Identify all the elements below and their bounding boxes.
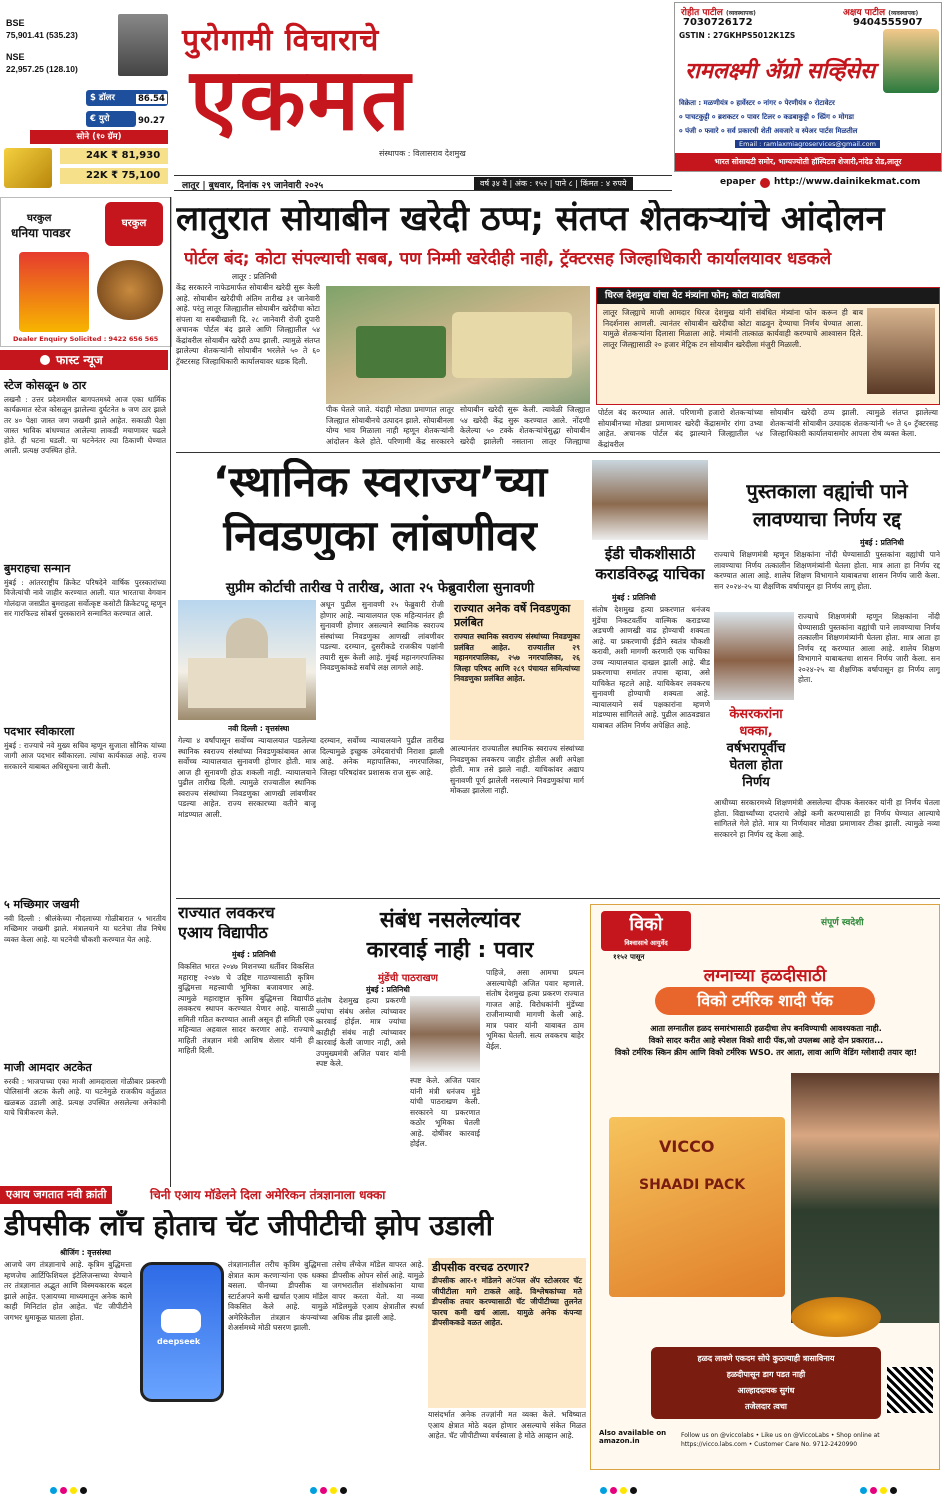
- pawar-col3: पाहिजे, असा आमचा प्रयत्न असल्याचेही अजित पवार म्हणाले. संतोष देशमुख हत्या प्रकरण राज्यात गाजत आहे. विरोधकांनी मुंडेंच्या राजीनाम्याची मागणी केली आहे. मात्र पवार यांनी याबाबत ठाम भूमिका घेतली. सत्य लवकरच बाहेर येईल.: [486, 968, 584, 1051]
- kesarkar-photo: [714, 612, 794, 700]
- issue-info: वर्ष ३४ वे | अंक : १५२ | पाने ८ | किंमत : ४ रुपये: [474, 177, 633, 190]
- fast-news-title: स्टेज कोसळून ७ ठार: [4, 379, 87, 392]
- books-side-title: [714, 706, 798, 791]
- deepseek-col3: तसेच लँग्वेज मॉडेल वापरत आहे. डीपसीक ओपन सोर्स आहे. यामुळे जगभरातील संशोधकांना याचा वापर करता येतो. या नव्या मॉडेलमुळे एआय क्षेत्रातील स्पर्धा अधिक तीव्र झाली आहे.: [332, 1260, 424, 1322]
- ad-gst: GSTIN : 27GKHPS5012K1ZS: [679, 31, 796, 40]
- reg-dot: [610, 1487, 617, 1494]
- stock-exchange-image: [118, 14, 168, 76]
- gold-22k: 22K ₹ 75,100: [60, 168, 168, 184]
- deepseek-kicker: [0, 1186, 588, 1204]
- deepseek-col1: आजचे जग तंत्रज्ञानाचे आहे. कृत्रिम बुद्धिमत्ता म्हणजेच आर्टिफिशियल इंटेलिजन्सच्या येण्याने तर तंत्रज्ञानात अद्भुत आणि विस्मयकारक बदल झाले आहेत. एआयच्या माध्यमातून अनेक कामे काही मिनिटांत होत आहेत. चॅट जीपीटीने जगभर धुमाकूळ घातला होता.: [4, 1260, 132, 1322]
- reg-dot: [860, 1487, 867, 1494]
- reg-dot: [70, 1487, 77, 1494]
- books-body: राज्याचे शिक्षणमंत्री म्हणून शिक्षकांना नोंदी घेण्यासाठी पुस्तकांना वह्यांची पाने लावण्याचा निर्णय तत्कालीन शिक्षणमंत्र्यांनी घेतला होता. मात्र आता हा निर्णय रद्द करण्यात आला आहे. शालेय शिक्षण विभागाने याबाबतचा शासन निर्णय जारी केला. सन २०२४-२५ या शैक्षणिक वर्षापासून हा निर्णय लागू होता.: [714, 550, 940, 591]
- bullet-icon: [40, 355, 50, 365]
- books-side-line: केसरकरांना: [729, 707, 783, 722]
- ad-line1: विक्रेता : मळणीयंत्र ० हार्वेस्टर ० नांगर ० पेरणीयंत्र ० रोटावेटर: [679, 99, 835, 107]
- dollar-label: डॉलर: [98, 93, 115, 103]
- ai-univ-headline-1: राज्यात लवकरच: [178, 904, 275, 922]
- ed-body: संतोष देशमुख हत्या प्रकरणात धनंजय मुंडेंचा निकटवर्तीय वाल्मिक कराडच्या अडचणी आणखी वाढ होण्याची शक्यता आहे. या प्रकरणाची ईडीने स्वतंत्र चौकशी करावी, अशी मागणी करणारी एक याचिका उच्च न्यायालयात दाखल झाली आहे. बीड प्रकरणाचा समांतर तपास व्हावा, असे याचिकेत म्हटले आहे. याचिकेवर लवकरच सुनावणी होण्याची शक्यता आहे. न्यायालयाने सर्व पक्षकारांना म्हणणे मांडण्यास सांगितले आहे. पुढील आठवड्यात याबाबत अंतिम निर्णय अपेक्षित आहे.: [592, 605, 710, 730]
- books-side-line: वर्षभरापूर्वीच: [726, 741, 786, 756]
- nse-label: NSE: [6, 52, 25, 62]
- ed-headline-1: ईडी चौकशीसाठी: [604, 546, 696, 563]
- reg-dot: [330, 1487, 337, 1494]
- ai-univ-headline-2: एआय विद्यापीठ: [178, 924, 268, 942]
- euro-label: युरो: [98, 114, 110, 124]
- reg-dot: [870, 1487, 877, 1494]
- fast-news-body: रुरकी : भाजपाच्या एका माजी आमदाराला गोळीबार प्रकरणी पोलिसांनी अटक केली आहे. या घटनेमुळे राजकीय वर्तुळात खळबळ उडाली आहे. प्रत्यक्ष उपस्थित असलेल्या अनेकांनी याचे चित्रीकरण केले.: [4, 1077, 166, 1117]
- fast-news-item: [4, 1060, 166, 1177]
- polls-caption: नवी दिल्ली : वृत्तसंस्था: [228, 724, 290, 733]
- vicco-title: लग्नाच्या हळदीसाठी: [703, 966, 827, 986]
- side-ad-title1: घरकुल: [27, 213, 52, 224]
- masthead-title: एकमत: [190, 50, 413, 150]
- fast-news-item: [4, 897, 166, 1054]
- court-dome: [226, 618, 268, 660]
- pawar-col1: संतोष देशमुख हत्या प्रकरणी ज्यांचा संबंध असेल त्यांच्यावर कारवाई होईल. मात्र ज्यांचा काहीही संबंध नाही त्यांच्यावर कारवाई केली जाणार नाही, असे उपमुख्यमंत्री अजित पवार यांनी स्पष्ट केले.: [316, 996, 406, 1068]
- vicco-bullets: [651, 1347, 881, 1419]
- books-side-line: धक्का,: [739, 724, 773, 739]
- vicco-bullet: तजेलदार त्वचा: [744, 1402, 788, 1411]
- reg-dot: [890, 1487, 897, 1494]
- euro-value: 90.27: [138, 116, 165, 126]
- pawar-photo: [410, 996, 480, 1072]
- masthead-pretitle: पुरोगामी विचाराचे: [182, 23, 380, 58]
- deepseek-app-icon: [161, 1309, 201, 1333]
- vicco-brand: विको: [629, 914, 663, 935]
- reg-dot: [880, 1487, 887, 1494]
- deepseek-kicker-left: एआय जगतात नवी क्रांती: [0, 1186, 112, 1204]
- food-image: [97, 260, 163, 320]
- polls-subhead: सुप्रीम कोर्टाची तारीख पे तारीख, आता २५ फेब्रुवारीला सुनावणी: [225, 580, 535, 596]
- court-building: [188, 658, 306, 708]
- pawar-headline-1: संबंध नसलेल्यांवर: [379, 908, 521, 933]
- books-byline: मुंबई : प्रतिनिधी: [860, 538, 904, 547]
- gold-bars-image: [4, 148, 52, 188]
- lead-headline: लातुरात सोयाबीन खरेदी ठप्प; संतप्त शेतकऱ्यांचे आंदोलन: [176, 200, 885, 239]
- ed-headline-2: कराडविरुद्ध याचिका: [595, 566, 705, 583]
- ed-byline: मुंबई : प्रतिनिधी: [612, 593, 656, 602]
- reg-dot: [340, 1487, 347, 1494]
- vicco-brand-sub: विश्वासाचे आयुर्वेद: [624, 939, 668, 947]
- polls-col4: आल्यानंतर राज्यातील स्थानिक स्वराज्य संस्थांच्या निवडणुका लवकरच जाहीर होतील अशी अपेक्षा होती. मात्र तसे झाले नाही. याचिकांवर अद्याप सुनावणी पूर्ण झालेली नसल्याने निवडणुकांचा मार्ग मोकळा झालेला नाही.: [450, 744, 584, 795]
- pawar-headline-2: कारवाई नाही : पवार: [366, 938, 534, 963]
- epaper-label: epaper: [720, 177, 756, 187]
- ad-phone1: 7030726172: [683, 17, 753, 28]
- deepseek-box-body: डीपसीक आर-१ मॉडेलने अॅपल अ‍ॅप स्टोअरवर चॅट जीपीटीला मागे टाकले आहे. विश्लेषकांच्या मते डीपसीक तयार करण्यासाठी चॅट जीपीटीच्या तुलनेत फारच कमी खर्च आला. यामुळे अनेक कंपन्या डीपसीककडे वळत आहेत.: [432, 1276, 582, 1327]
- reg-dot: [600, 1487, 607, 1494]
- lead-col2: पीक घेतले जाते. यंदाही मोठ्या प्रमाणात लातूर जिल्ह्यात सोयाबीनचे उत्पादन झाले. सोयाबीनला योग्य भाव मिळाला नाही म्हणून शेतकऱ्यांनी आंदोलन केले होते. परिणामी केंद्र सरकारने: [326, 405, 454, 445]
- vicco-product-box: [609, 1117, 785, 1297]
- vicco-line3: विको टर्मरिक स्किन क्रीम आणि विको टर्मरिक WSO. तर आता, लावा आणि वेडिंग ग्लोशादी तयार व्हा!: [614, 1048, 918, 1057]
- turmeric-bowl: [791, 1297, 881, 1337]
- vicco-logo: [601, 911, 691, 951]
- polls-box-body: राज्यात स्थानिक स्वराज्य संस्थांच्या निवडणुका प्रलंबित आहेत. राज्यातील २९ महानगरपालिका, २५७ नगरपालिका, २६ जिल्हा परिषद आणि २८९ पंचायत समित्यांच्या निवडणुका प्रलंबित आहेत.: [454, 632, 580, 683]
- gold-label: सोने (१० ग्रॅम): [30, 130, 168, 144]
- fast-news-header: फास्ट न्यूज: [0, 350, 168, 370]
- bse-label: BSE: [6, 18, 25, 28]
- epaper-bar: [678, 175, 940, 191]
- fast-news-body: लखनौ : उत्तर प्रदेशमधील बागपतमध्ये आज एका धार्मिक कार्यक्रमात स्टेज कोसळून झालेल्या दुर्घटनेत ७ जण ठार झाले तर ४० पेक्षा जास्त जण जखमी झाले आहेत. सकाळी पेक्षा जास्त भाविक बांधण्यात आलेल्या लाकडी मचाणावर चढले होते. ही घटना घडली. या घटनेनंतर त्या ठिकाणी घेण्यात आली. प्रत्यक्ष उपस्थित होते.: [4, 395, 166, 456]
- vicco-box-text: SHAADI PACK: [639, 1177, 746, 1193]
- polls-headline-1: ‘स्थानिक स्वराज्य’च्या: [212, 458, 548, 506]
- fast-news-body: मुंबई : आंतरराष्ट्रीय क्रिकेट परिषदेने वार्षिक पुरस्कारांच्या विजेत्यांची नावे जाहीर करण्यात आली. यात भारताचा वेगवान गोलंदाज जसप्रीत बुमराहला सर्वोत्कृष्ट कसोटी क्रिकेटपटू म्हणून सर गारफिल्ड सोबर्स पुरस्काराने सन्मानित करण्यात आले.: [4, 578, 166, 618]
- fast-news-title: बुमराहचा सन्मान: [4, 562, 71, 575]
- deepseek-kicker-right: चिनी एआय मॉडेलने दिला अमेरिकन तंत्रज्ञानाला धक्का: [150, 1188, 386, 1202]
- pawar-col2: स्पष्ट केले. अजित पवार यांनी मंत्री धनंजय मुंडे यांची पाठराखण केली. सरकारने या प्रकरणात कठोर भूमिका घेतली आहे. दोषींवर कारवाई होईल.: [410, 1076, 480, 1148]
- vicco-line2: विको सादर करीत आहे स्पेशल विको शादी पॅक,जो उपलब्ध आहे दोन प्रकारात...: [648, 1036, 884, 1045]
- reg-dot: [60, 1487, 67, 1494]
- deepseek-app-label: deepseek: [157, 1337, 201, 1346]
- reg-dot: [310, 1487, 317, 1494]
- polls-headline-2: निवडणुका लांबणीवर: [223, 512, 537, 560]
- bse-value: 75,901.41 (535.23): [6, 30, 78, 40]
- ad-name2: अक्षय पाटील (व्यवस्थापक): [843, 8, 919, 18]
- euro-row: [86, 111, 136, 127]
- deepseek-box-title: डीपसीक वरचढ ठरणार?: [432, 1261, 530, 1274]
- side-ad-brand: घरकुल: [121, 218, 147, 229]
- fast-news-title: पदभार स्वीकारला: [4, 725, 75, 738]
- deepseek-col2: तंत्रज्ञानातील तरीच कृत्रिम बुद्धिमत्ता क्षेत्रात काम करणाऱ्यांना एक धक्का बसला. चीनच्या डीपसीक या स्टार्टअपने कमी खर्चात एआय मॉडेल विकसित केले आहे. यामुळे अमेरिकेतील तंत्रज्ञान कंपन्यांच्या शेअर्समध्ये मोठी घसरण झाली.: [228, 1260, 328, 1332]
- website-url[interactable]: http://www.dainikekmat.com: [774, 177, 921, 187]
- polls-box: [450, 600, 584, 740]
- ad-address: भारत सोसायटी समोर, भाग्यज्योती हॉस्पिटल शेजारी,नांदेड रोड,लातूर: [675, 153, 941, 171]
- fast-news-title: ५ मच्छिमार जखमी: [4, 898, 80, 911]
- deepseek-box: [428, 1258, 586, 1408]
- deepseek-headline: डीपसीक लॉंच होताच चॅट जीपीटीची झोप उडाली: [4, 1210, 494, 1242]
- qr-code: [887, 1367, 933, 1413]
- vicco-bullet: हळद लावणे एकदम सोपे कुठल्याही त्रासाविनाय: [697, 1354, 835, 1363]
- ai-univ-byline: मुंबई : प्रतिनिधी: [232, 950, 276, 959]
- vicco-badge: संपूर्ण स्वदेशी: [821, 918, 864, 928]
- dollar-value: 86.54: [138, 94, 165, 104]
- epaper-icon: [760, 178, 770, 188]
- phone-box-body: लातूर जिल्ह्याचे माजी आमदार धिरज देशमुख यांनी संबंधित मंत्र्यांना फोन करून ही बाब निदर्शनास आणली. त्यानंतर सोयाबीन खरेदीचा कोटा वाढवून देण्याचा निर्णय घेण्यात आला. यामुळे शेतकऱ्यांना दिलासा मिळाला आहे. मंत्र्यांनी तात्काळ कार्यवाही करण्याचे आश्वासन दिले. लातूर जिल्ह्यासाठी २० हजार मेट्रिक टन सोयाबीन खरेदीला मंजुरी मिळाली.: [603, 308, 863, 349]
- masthead: [174, 0, 672, 175]
- books-side-line: निर्णय: [742, 775, 770, 790]
- ad-email: Email : ramlaxmiagroservices@gmail.com: [735, 140, 880, 148]
- fast-news: [0, 350, 168, 1180]
- ad-line2: ० पाचटकुट्टी ० ब्रशकटर ० पावर टिलर ० कडबाकुट्टी ० स्प्रिंग ० मोगडा: [679, 113, 854, 121]
- pawar-byline: मुंबई : प्रतिनिधी: [366, 985, 410, 994]
- vicco-bullet: आल्हाददायक सुगंध: [737, 1386, 795, 1395]
- ad-name1: रोहीत पाटील (व्यवस्थापक): [681, 8, 756, 18]
- sidebar-divider: [170, 197, 171, 1187]
- farmer-image: [883, 29, 939, 93]
- lead-byline: लातूर : प्रतिनिधी: [232, 272, 277, 281]
- supreme-court-photo: [178, 600, 316, 720]
- side-ad-title2: धनिया पावडर: [11, 226, 71, 240]
- polls-col2: अधून पुढील सुनावणी २५ फेब्रुवारी रोजी होणार आहे. न्यायालयात एक महिन्यानंतर ही सुनावणी होणार असल्याने स्थानिक स्वराज्य संस्थांच्या निवडणुका आणखी लांबणीवर पडल्या. दरम्यान, दुसरीकडे राजकीय पक्षांनी तयारी सुरू केली आहे. मुंबई महानगरपालिका निवडणुकांकडे सर्वांचे लक्ष लागले आहे.: [320, 600, 444, 672]
- pawar-kicker: मुंडेंची पाठराखण: [378, 973, 438, 984]
- vicco-box-brand: VICCO: [659, 1137, 715, 1156]
- lead-col1: केंद्र सरकारने नाफेडमार्फत सोयाबीन खरेदी सुरू केली आहे. सोयाबीन खरेदीची अंतिम तारीख ३१ जानेवारी आहे. परंतु लातूर जिल्ह्यातील सोयाबीन खरेदीचा कोटा संपला या सबबीखाली दि. २८ जानेवारी रोजी दुपारी अचानक पोर्टल बंद झाले आणि जिल्ह्यातील ५४ केंद्रांवरील सोयाबीन खरेदी ठप्प झाली. त्यामुळे संतप्त झालेल्या शेतकऱ्यांनी सोयाबीन भरलेले ५० ते ६० ट्रॅक्टरसह जिल्हाधिकारी कार्यालयावर धडक दिली.: [176, 283, 320, 366]
- deshmukh-photo: [867, 308, 935, 394]
- dateline-bar: [174, 175, 672, 191]
- phone-col-b: सोयाबीन खरेदी ठप्प झाली. त्यामुळे संतप्त झालेल्या शेतकऱ्यांनी सोयाबीन उत्पादक शेतकऱ्यांनी ५० ते ६० ट्रॅक्टरसह जिल्हाधिकारी कार्यालयासमोर आपला रोष व्यक्त केला.: [770, 408, 938, 438]
- phone-box: [596, 287, 940, 405]
- mundhe-photo: [592, 460, 708, 540]
- polls-col1: गेल्या ४ वर्षांपासून सर्वोच्च न्यायालयात पडलेल्या स्थानिक स्वराज्य संस्थांच्या निवडणुकांबाबत आज सर्वोच्च न्यायालयात सुनावणी होणार होती. मात्र आज ही सुनावणी होऊ शकली नाही. न्यायालयाने पुढील तारीख दिली. त्यामुळे राज्यातील स्थानिक स्वराज्य संस्थांच्या निवडणुका आणखी लांबणीवर पडल्या आहेत. राज्य सरकारच्या वतीने बाजू मांडण्यात आली.: [178, 736, 316, 819]
- polls-box-title: राज्यात अनेक वर्षे निवडणुका प्रलंबित: [454, 602, 571, 629]
- vicco-year: ११५२ पासून: [613, 953, 645, 961]
- section-rule: [176, 452, 940, 453]
- deepseek-phone-image: [140, 1262, 224, 1402]
- phone-col-a: पोर्टल बंद करण्यात आले. परिणामी हजारो शेतकऱ्यांच्या सोयाबीनच्या मोठ्या प्रमाणावर खरेदी केंद्रासमोर रांगा उभ्या आहेत. अचानक पोर्टल बंद झाल्याने जिल्ह्यातील ५४ केंद्रांवरील: [598, 408, 763, 448]
- ad-phone2: 9404555907: [853, 17, 923, 28]
- fast-news-item: [4, 378, 166, 555]
- fast-news-body: नवी दिल्ली : श्रीलंकेच्या नौदलाच्या गोळीबारात ५ भारतीय मच्छिमार जखमी झाले. मंत्रालयाने या घटनेचा तीव्र निषेध व्यक्त केला आहे. या घटनेची चौकशी करण्यात येत आहे.: [4, 914, 166, 944]
- books-side-line: घेतला होता: [729, 758, 783, 773]
- sack-pile: [452, 312, 572, 378]
- tractor-shape: [356, 326, 446, 378]
- lead-col3: सोयाबीन खरेदी सुरू केली. त्यावेळी जिल्ह्यात ५४ खरेदी केंद्र सुरू करण्यात आले. नोंदणी केलेल्या ५० टक्के शेतकऱ्यांचेसुद्धा सोयाबीन खरेदी झालेली नसताना लातूर जिल्ह्याचा: [460, 405, 590, 445]
- top-ad: [674, 2, 942, 172]
- reg-dot: [50, 1487, 57, 1494]
- fast-news-item: [4, 561, 166, 718]
- books-headline-1: पुस्तकाला वह्यांची पाने: [746, 480, 908, 503]
- side-ad: [0, 197, 172, 347]
- model-photo: [791, 1073, 939, 1323]
- fast-news-body: मुंबई : राज्याचे नवे मुख्य सचिव म्हणून सुजाता सौनिक यांच्या जागी आज पदभार स्वीकारला. त्यांचा कार्यकाळ आहे. राज्य सरकारने याबाबत अधिसूचना जारी केली.: [4, 741, 166, 771]
- masthead-founder: संस्थापक : विलासराव देशमुख: [379, 149, 466, 158]
- fast-news-item: [4, 724, 166, 891]
- section-rule: [176, 898, 940, 899]
- registration-marks: [0, 1480, 945, 1501]
- phone-box-title: धिरज देशमुख यांचा थेट मंत्र्यांना फोन; कोटा वाढविला: [597, 288, 939, 304]
- reg-dot: [630, 1487, 637, 1494]
- side-ad-logo: [105, 202, 163, 246]
- deepseek-col4: यासंदर्भात अनेक तज्ज्ञांनी मत व्यक्त केले. भविष्यात एआय क्षेत्रात मोठे बदल होणार असल्याचे संकेत मिळत आहेत. चॅट जीपीटीच्या वर्चस्वाला हे मोठे आव्हान आहे.: [428, 1410, 586, 1440]
- tractor-photo: [326, 286, 590, 404]
- side-ad-dealer: Dealer Enquiry Solicited : 9422 656 565: [13, 335, 159, 343]
- ad-brand: रामलक्ष्मी ॲग्रो सर्व्हिसेस: [685, 59, 875, 84]
- dollar-icon: $: [90, 93, 96, 103]
- fast-news-title: माजी आमदार अटकेत: [4, 1061, 92, 1074]
- reg-dot: [320, 1487, 327, 1494]
- books-headline-2: लावण्याचा निर्णय रद्द: [752, 508, 902, 531]
- nse-value: 22,957.25 (128.10): [6, 64, 78, 74]
- books-body-right: राज्याचे शिक्षणमंत्री म्हणून शिक्षकांना नोंदी घेण्यासाठी पुस्तकांना वह्यांची पाने लावण्याचा निर्णय तत्कालीन शिक्षणमंत्र्यांनी घेतला होता. मात्र आता हा निर्णय रद्द करण्यात आला आहे. शालेय शिक्षण विभागाने याबाबतचा शासन निर्णय जारी केला. सन २०२४-२५ या शैक्षणिक वर्षापासून हा निर्णय लागू होता.: [798, 612, 940, 684]
- spice-pack-image: [19, 252, 89, 332]
- vicco-bullet: हळदीपासून डाग पडत नाही: [726, 1370, 806, 1379]
- books-body2: आधीच्या सरकारमध्ये शिक्षणमंत्री असलेल्या दीपक केसरकर यांनी हा निर्णय घेतला होता. विद्यार्थ्यांच्या दप्तराचे ओझे कमी करण्यासाठी हा निर्णय घेण्यात आल्याचे सांगितले गेले होते. मात्र या निर्णयावर मोठ्या प्रमाणावर टीका झाली. त्यामुळे नव्या सरकारने हा निर्णय रद्द केला आहे.: [714, 798, 940, 839]
- reg-dot: [620, 1487, 627, 1494]
- ad-line3: ० पंजी ० फवारे ० सर्व प्रकारची शेती अवजारे व स्पेअर पार्टस मिळतील: [679, 127, 858, 135]
- ai-univ-body: विकसित भारत २०४७ मिशनच्या धर्तीवर विकसित महाराष्ट्र २०४७ चे उद्दिष्ट गाठण्यासाठी कृत्रिम बुद्धिमत्ता महत्त्वाची भूमिका बजावणार आहे. त्यामुळे महाराष्ट्रात कृत्रिम बुद्धिमत्ता विद्यापीठ लवकरच स्थापन करण्यात येणार आहे. यासाठी समिती गठित करण्यात आली असून ही समिती एक महिन्यात अहवाल सादर करणार आहे. राज्याचे माहिती तंत्रज्ञान मंत्री आशिष शेलार यांनी ही माहिती दिली.: [178, 962, 314, 1055]
- lead-subhead: पोर्टल बंद; कोटा संपल्याची सबब, पण निम्मी खरेदीही नाही, ट्रॅक्टरसह जिल्हाधिकारी कार्यालयावर धडकले: [184, 249, 832, 269]
- gold-24k: 24K ₹ 81,930: [60, 148, 168, 164]
- deepseek-byline: श्रीजिंग : वृत्तसंस्था: [60, 1248, 112, 1257]
- vicco-amazon: Also available on amazon.in: [599, 1429, 667, 1445]
- vicco-footer: Follow us on @viccolabs • Like us on @ViccoLabs • Shop online at https://vicco.labs.com • Customer Care No. 9712-2420990: [681, 1432, 880, 1448]
- market-box: [0, 0, 172, 195]
- reg-dot: [80, 1487, 87, 1494]
- vicco-product: विको टर्मरिक शादी पॅक: [655, 987, 875, 1015]
- polls-col3: दरम्यान, सर्वोच्च न्यायालयाने पुढील तारीख दिल्यामुळे इच्छुक उमेदवारांची निराशा झाली आहे. अनेक महापालिका, नगरपालिका, जिल्हा परिषदांवर प्रशासक राज सुरू आहे.: [320, 736, 444, 777]
- vicco-line1: आता लग्नातील हळद समारंभासाठी हळदीचा लेप बनविण्याची आवश्यकता नाही.: [650, 1024, 882, 1033]
- vicco-ad: [590, 904, 940, 1470]
- dateline: लातूर | बुधवार, दिनांक २९ जानेवारी २०२५: [182, 181, 324, 191]
- euro-icon: €: [90, 114, 96, 124]
